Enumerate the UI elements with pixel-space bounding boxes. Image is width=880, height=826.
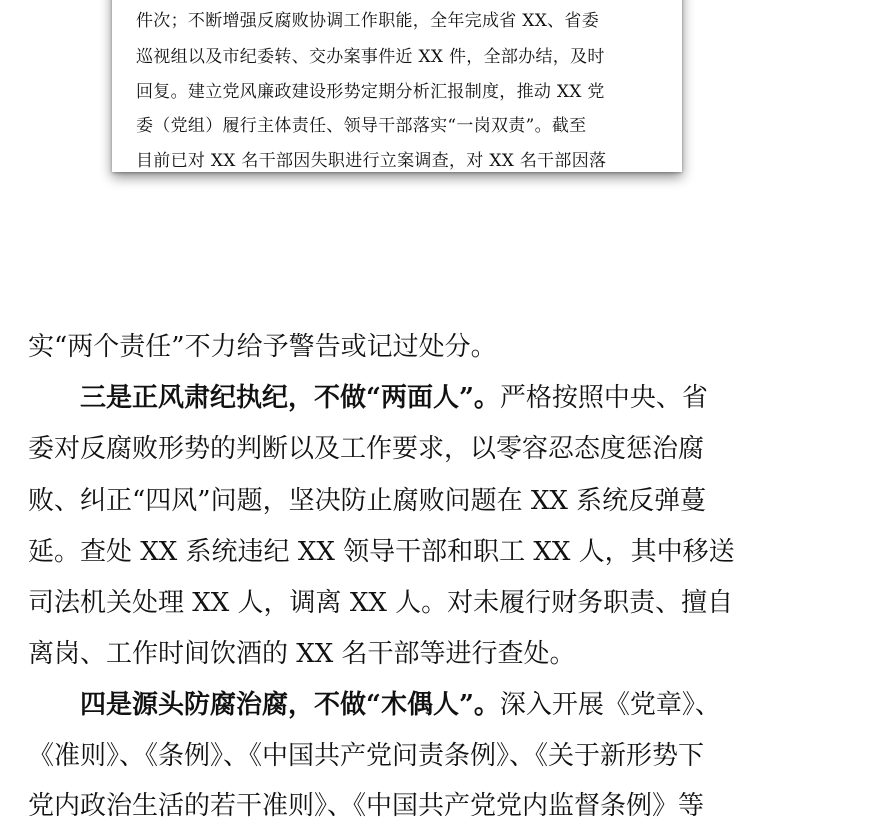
para3-first-line xyxy=(80,378,880,418)
para3-line-2: 委对反腐败形势的判断以及工作要求，以零容忍态度惩治腐 xyxy=(28,434,705,464)
para3-line-4: 延。查处 XX 系统违纪 XX 领导干部和职工 XX 人，其中移送 xyxy=(28,537,735,567)
para3-heading: 三是正风肃纪执纪，不做“两面人”。 xyxy=(80,383,500,413)
para4-line-2: 《准则》、《条例》、《中国共产党问责条例》、《关于新形势下 xyxy=(28,741,705,771)
para4-first-line-rest: 深入开展《党章》、 xyxy=(499,690,721,720)
excerpt-line-4: 委（党组）履行主体责任、领导干部落实“一岗双责”。截至 xyxy=(136,116,587,136)
para4-first-line xyxy=(80,685,880,725)
excerpt-line-3: 回复。建立党风廉政建设形势定期分析汇报制度，推动 XX 党 xyxy=(136,82,605,102)
body-line-1: 实“两个责任”不力给予警告或记过处分。 xyxy=(28,332,497,362)
excerpt-line-1: 件次；不断增强反腐败协调工作职能，全年完成省 XX、省委 xyxy=(136,11,600,31)
para3-line-5: 司法机关处理 XX 人，调离 XX 人。对未履行财务职责、擅自 xyxy=(28,588,734,618)
para3-first-line-rest: 严格按照中央、省 xyxy=(499,383,708,413)
excerpt-line-2: 巡视组以及市纪委转、交办案事件近 XX 件，全部办结，及时 xyxy=(136,47,605,67)
para4-heading: 四是源头防腐治腐，不做“木偶人”。 xyxy=(80,690,500,720)
excerpt-line-5: 目前已对 XX 名干部因失职进行立案调查，对 XX 名干部因落 xyxy=(136,151,607,171)
para3-line-3: 败、纠正“四风”问题，坚决防止腐败问题在 XX 系统反弹蔓 xyxy=(28,486,707,516)
para3-line-6: 离岗、工作时间饮酒的 XX 名干部等进行查处。 xyxy=(28,639,576,669)
para4-line-3: 党内政治生活的若干准则》、《中国共产党党内监督条例》等 xyxy=(28,791,705,821)
